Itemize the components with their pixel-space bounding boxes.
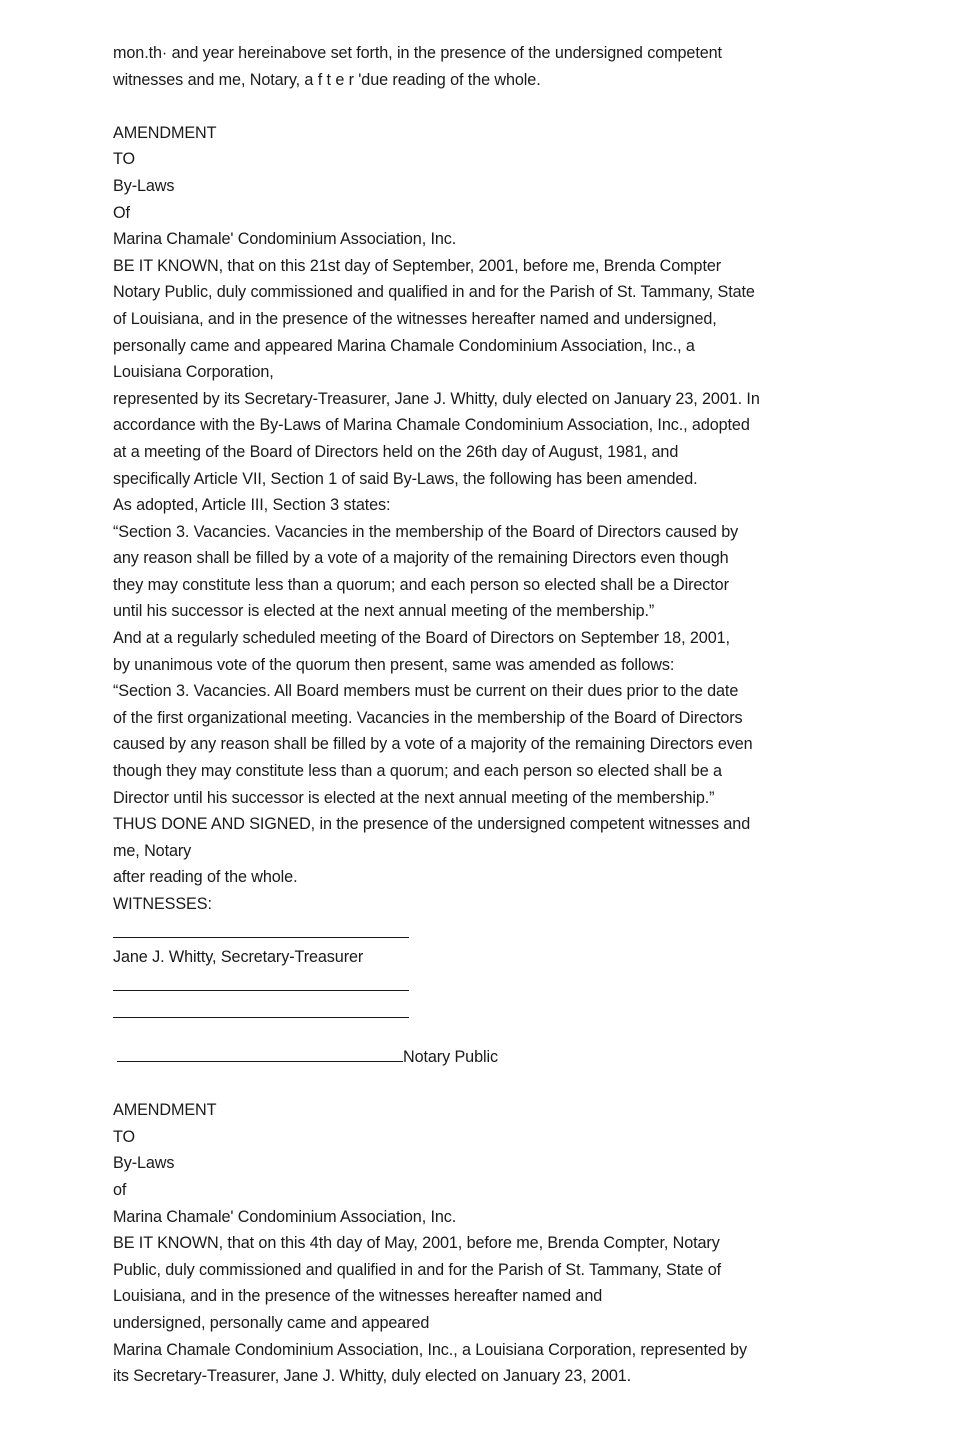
amendment-title: of [113, 1180, 127, 1199]
body-line: after reading of the whole. [113, 868, 298, 887]
body-line: accordance with the By-Laws of Marina Chamale Condominium Association, Inc., adopted [113, 416, 750, 435]
amendment-title: AMENDMENT [113, 1101, 217, 1120]
body-line: personally came and appeared Marina Chamale Condominium Association, Inc., a [113, 336, 695, 355]
amendment-title: Marina Chamale' Condominium Association, Inc. [113, 230, 457, 249]
witness-signature-line [113, 971, 873, 998]
body-line: undersigned, personally came and appeared [113, 1313, 430, 1332]
amendment-title: Marina Chamale' Condominium Association, Inc. [113, 1207, 457, 1226]
body-line: “Section 3. Vacancies. All Board members must be current on their dues prior to the date [113, 682, 739, 701]
body-line: Public, duly commissioned and qualified in and for the Parish of St. Tammany, State of [113, 1260, 722, 1279]
document-page [113, 40, 873, 1390]
body-line: BE IT KNOWN, that on this 21st day of September, 2001, before me, Brenda Compter [113, 256, 722, 275]
body-line: THUS DONE AND SIGNED, in the presence of the undersigned competent witnesses and [113, 815, 751, 834]
amendment-title: AMENDMENT [113, 123, 217, 142]
notary-label: Notary Public [403, 1047, 498, 1066]
body-line: represented by its Secretary-Treasurer, Jane J. Whitty, duly elected on January 23, 2001. In [113, 389, 760, 408]
amendment-title: Of [113, 203, 130, 222]
intro-line: mon.th· and year hereinabove set forth, in the presence of the undersigned competent [113, 44, 722, 62]
body-line: specifically Article VII, Section 1 of said By-Laws, the following has been amended. [113, 469, 698, 488]
body-line: any reason shall be filled by a vote of a majority of the remaining Directors even though [113, 549, 729, 568]
body-line: by unanimous vote of the quorum then present, same was amended as follows: [113, 655, 675, 674]
body-line: they may constitute less than a quorum; and each person so elected shall be a Director [113, 575, 729, 594]
body-line: me, Notary [113, 841, 192, 860]
body-line: BE IT KNOWN, that on this 4th day of May, 2001, before me, Brenda Compter, Notary [113, 1234, 720, 1253]
body-line: caused by any reason shall be filled by a vote of a majority of the remaining Directors even [113, 735, 753, 754]
body-line: until his successor is elected at the next annual meeting of the membership.” [113, 602, 655, 621]
body-line: Director until his successor is elected at the next annual meeting of the membership.” [113, 788, 715, 807]
body-line: though they may constitute less than a quorum; and each person so elected shall be a [113, 762, 722, 781]
body-line: Notary Public, duly commissioned and qualified in and for the Parish of St. Tammany, State [113, 283, 755, 302]
witnesses-heading: WITNESSES: [113, 895, 212, 913]
amendment-title: By-Laws [113, 176, 175, 195]
intro-line: witnesses and me, Notary, a f t e r 'due reading of the whole. [113, 70, 541, 89]
body-line: And at a regularly scheduled meeting of the Board of Directors on September 18, 2001, [113, 629, 730, 648]
amendment-title: By-Laws [113, 1154, 175, 1173]
body-line: of the first organizational meeting. Vacancies in the membership of the Board of Directors [113, 708, 743, 727]
signer-label: Jane J. Whitty, Secretary-Treasurer [113, 948, 364, 967]
body-line: As adopted, Article III, Section 3 states: [113, 496, 391, 515]
body-line: Marina Chamale Condominium Association, Inc., a Louisiana Corporation, represented by [113, 1340, 747, 1359]
notary-signature-row [113, 1044, 873, 1071]
body-line: Louisiana Corporation, [113, 363, 274, 382]
signature-line [113, 918, 873, 945]
witness-signature-line [113, 997, 873, 1024]
body-line: of Louisiana, and in the presence of the witnesses hereafter named and undersigned, [113, 309, 717, 328]
amendment-title: TO [113, 1127, 135, 1146]
body-line: Louisiana, and in the presence of the witnesses hereafter named and [113, 1287, 603, 1306]
body-line: its Secretary-Treasurer, Jane J. Whitty, duly elected on January 23, 2001. [113, 1367, 632, 1386]
body-line: “Section 3. Vacancies. Vacancies in the membership of the Board of Directors caused by [113, 522, 739, 541]
amendment-title: TO [113, 150, 135, 169]
body-line: at a meeting of the Board of Directors held on the 26th day of August, 1981, and [113, 442, 679, 461]
